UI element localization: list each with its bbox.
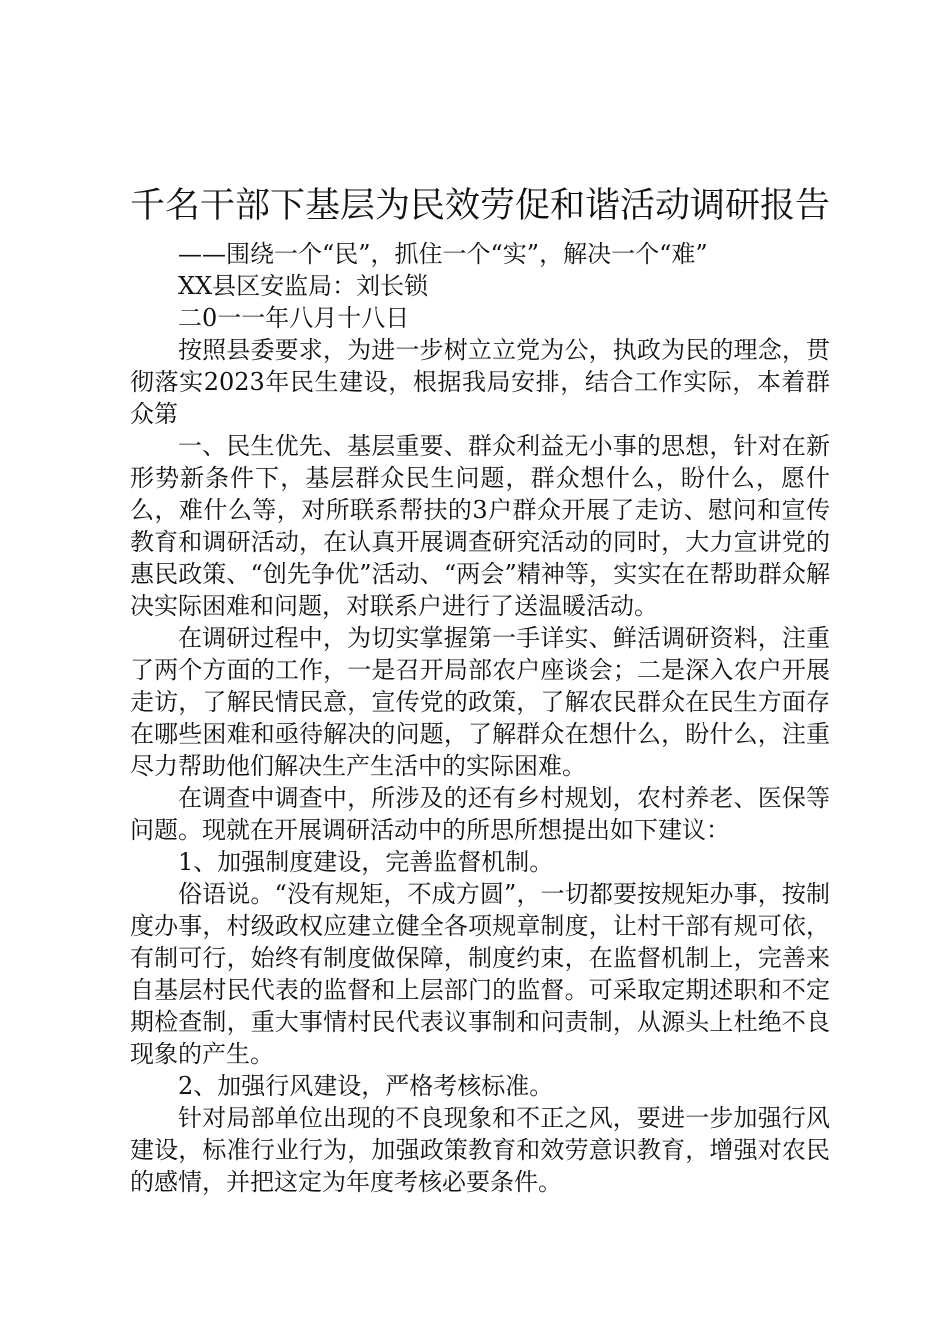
paragraph-rules: 俗语说。“没有规矩，不成方圆”，一切都要按规矩办事，按制度办事，村级政权应建立健全各项规章制度，让村干部有规可依，有制可行，始终有制度做保障，制度约束，在监督机制上，完善来自基层村民代表的监督和上层部门的监督。可采取定期述职和不定期检查制，重大事情村民代表议事制和问责制，从源头上杜绝不良现象的产生。	[130, 880, 830, 1068]
document-title: 千名干部下基层为民效劳促和谐活动调研报告	[130, 186, 831, 226]
document-author: XX县区安监局：刘长锁	[178, 272, 429, 300]
paragraph-issues: 在调查中调查中，所涉及的还有乡村规划，农村养老、医保等问题。现就在开展调研活动中的所思所想提出如下建议：	[130, 784, 830, 844]
document-body	[130, 238, 830, 1198]
document-date: 二0一一年八月十八日	[178, 304, 410, 332]
paragraph-conduct: 针对局部单位出现的不良现象和不正之风，要进一步加强行风建设，标准行业行为，加强政策教育和效劳意识教育，增强对农民的感情，并把这定为年度考核必要条件。	[130, 1104, 830, 1196]
paragraph-research-process: 在调研过程中，为切实掌握第一手详实、鲜活调研资料，注重了两个方面的工作，一是召开局部农户座谈会；二是深入农户开展走访，了解民情民意，宣传党的政策，了解农民群众在民生方面存在哪些困难和亟待解决的问题，了解群众在想什么，盼什么，注重尽力帮助他们解决生产生活中的实际困难。	[130, 624, 830, 780]
section-heading-2: 2、加强行风建设，严格考核标准。	[178, 1072, 554, 1100]
document-subtitle: ——围绕一个“民”，抓住一个“实”，解决一个“难”	[178, 240, 708, 268]
paragraph-intro: 按照县委要求，为进一步树立立党为公，执政为民的理念，贯彻落实2023年民生建设，根据我局安排，结合工作实际，本着群众第	[130, 336, 830, 428]
section-heading-1: 1、加强制度建设，完善监督机制。	[178, 848, 554, 876]
paragraph-first-point: 一、民生优先、基层重要、群众利益无小事的思想，针对在新形势新条件下，基层群众民生问题，群众想什么，盼什么，愿什么，难什么等，对所联系帮扶的3户群众开展了走访、慰问和宣传教育和调研活动，在认真开展调查研究活动的同时，大力宣讲党的惠民政策、“创先争优”活动、“两会”精神等，实实在在帮助群众解决实际困难和问题，对联系户进行了送温暖活动。	[130, 432, 830, 620]
